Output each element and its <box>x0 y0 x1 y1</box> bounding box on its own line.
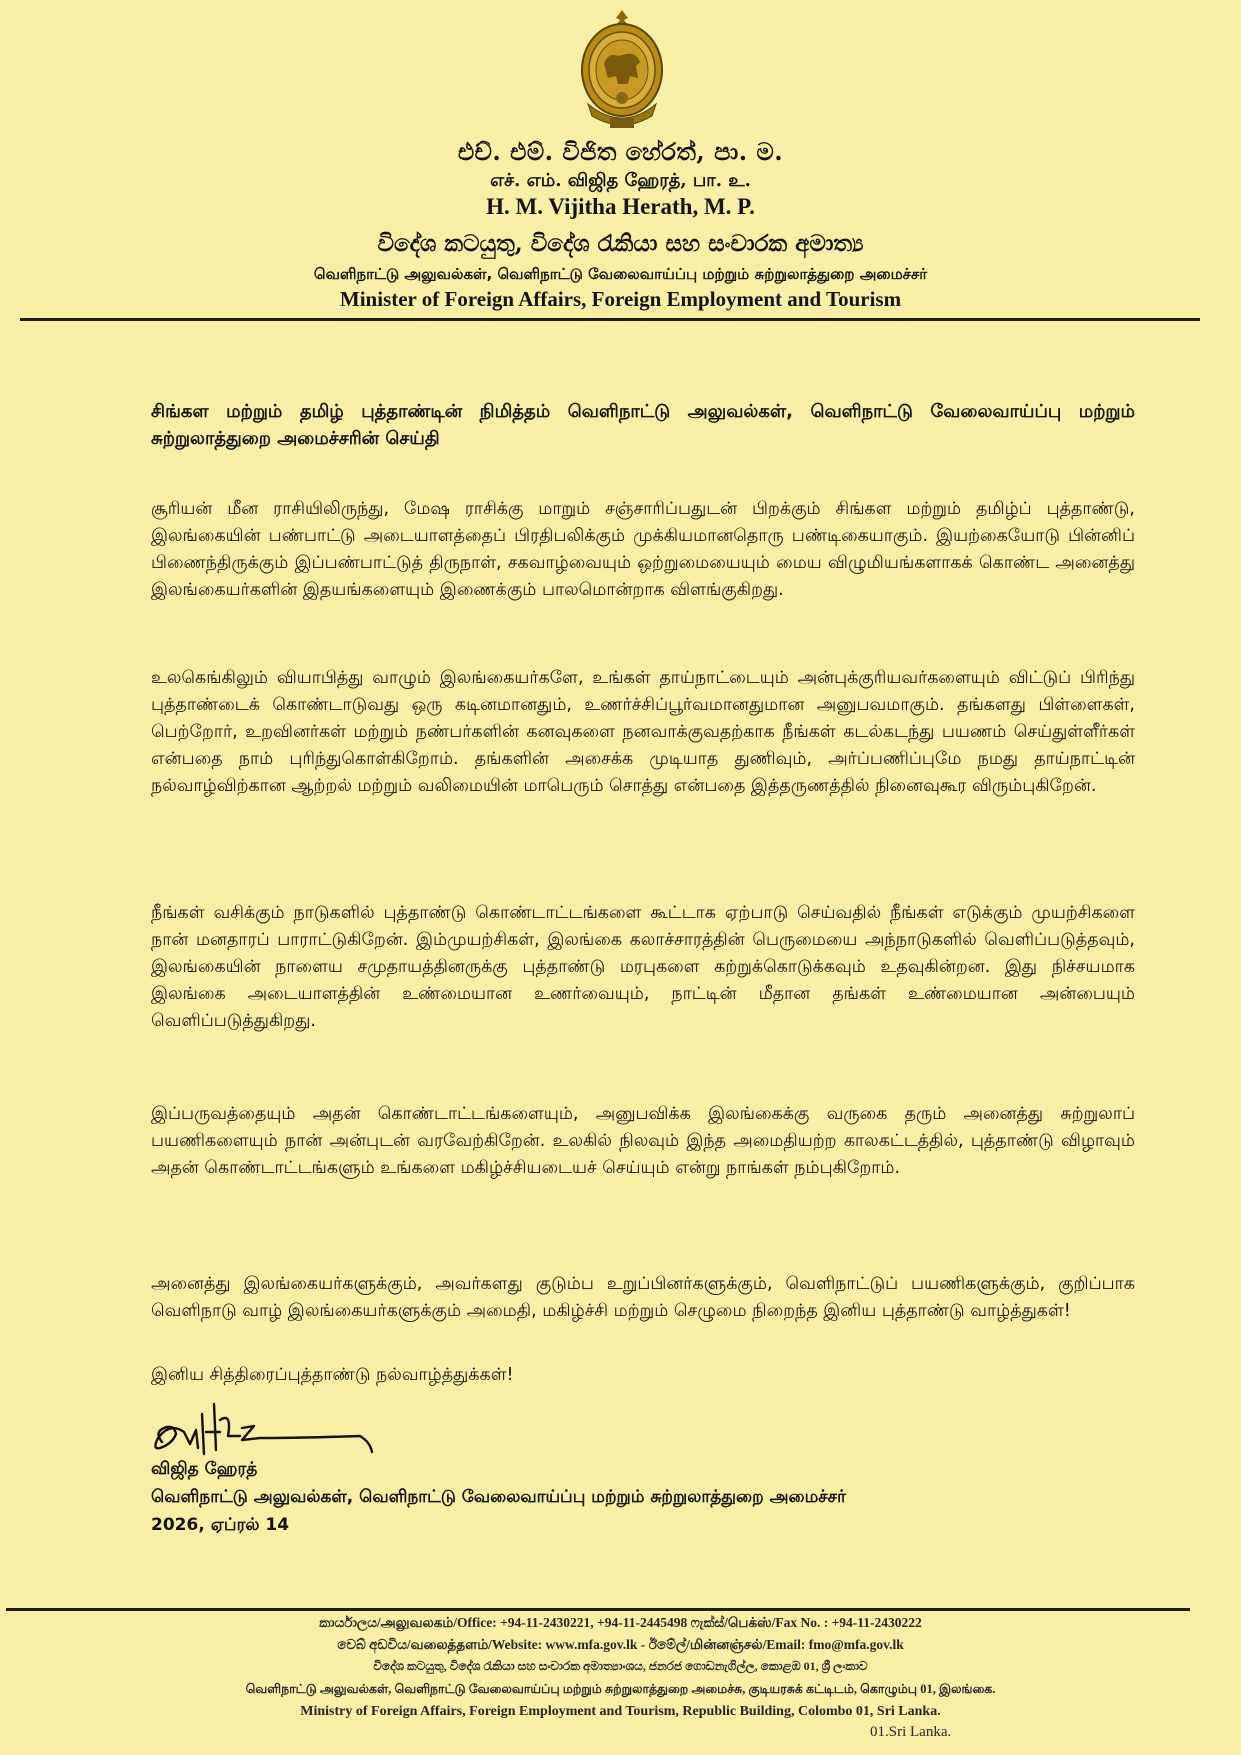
minister-title-sinhala: විදේශ කටයුතු, විදේශ රැකියා සහ සංචාරක අමාත්‍ය <box>377 230 864 257</box>
footer-divider <box>6 1608 1190 1611</box>
minister-name-english: H. M. Vijitha Herath, M. P. <box>486 194 755 219</box>
body-paragraph-5: அனைத்து இலங்கையர்களுக்கும், அவர்களது குடும்ப உறுப்பினர்களுக்கும், வெளிநாட்டுப் பயணிகளுக்கும், குறிப்பாக வெளிநாடு வாழ் இலங்கையர்களுக்கும் அமைதி, மகிழ்ச்சி மற்றும் செழுமை நிறைந்த இனிய புத்தாண்டு வாழ்த்துகள்! <box>151 1273 1135 1321</box>
footer-address-english: Ministry of Foreign Affairs, Foreign Employment and Tourism, Republic Building, Colombo 01, Sri Lanka. <box>300 1704 941 1719</box>
closing-greeting: இனிய சித்திரைப்புத்தாண்டு நல்வாழ்த்துக்கள்! <box>151 1364 514 1385</box>
body-paragraph-1: சூரியன் மீன ராசியிலிருந்து, மேஷ ராசிக்கு மாறும் சஞ்சாரிப்பதுடன் பிறக்கும் சிங்கள மற்றும் தமிழ்ப் புத்தாண்டு, இலங்கையின் பண்பாட்டு அடையாளத்தைப் பிரதிபலிக்கும் முக்கியமானதொரு பண்டிகையாகும். இயற்கையோடு பின்னிப் பிணைந்திருக்கும் இப்பண்பாட்டுத் திருநாள், சகவாழ்வையும் ஒற்றுமையையும் மைய விழுமியங்களாகக் கொண்ட அனைத்து இலங்கையர்களின் இதயங்களையும் இணைக்கும் பாலமொன்றாக விளங்குகிறது. <box>151 498 1135 600</box>
footer-contact-web: වෙබ් අඩවිය/வலைத்தளம்/Website: www.mfa.gov.lk - ඊමේල්/மின்னஞ்சல்/Email: fmo@mfa.gov.lk <box>337 1637 904 1652</box>
handwritten-signature <box>150 1392 380 1458</box>
minister-title-english: Minister of Foreign Affairs, Foreign Employment and Tourism <box>339 287 902 311</box>
minister-title-tamil: வெளிநாட்டு அலுவல்கள், வெளிநாட்டு வேலைவாய்ப்பு மற்றும் சுற்றுலாத்துறை அமைச்சர் <box>313 265 928 283</box>
minister-name-tamil: எச். எம். விஜித ஹேரத், பா. உ. <box>490 170 751 191</box>
body-paragraph-4: இப்பருவத்தையும் அதன் கொண்டாட்டங்களையும், அனுபவிக்க இலங்கைக்கு வருகை தரும் அனைத்து சுற்றுலாப் பயணிகளையும் நான் அன்புடன் வரவேற்கிறேன். உலகில் நிலவும் இந்த அமைதியற்ற காலகட்டத்தில், புத்தாண்டு விழாவும் அதன் கொண்டாட்டங்களும் உங்களை மகிழ்ச்சியடையச் செய்யும் என்று நாங்கள் நம்புகிறோம். <box>151 1103 1135 1178</box>
signatory-title: வெளிநாட்டு அலுவல்கள், வெளிநாட்டு வேலைவாய்ப்பு மற்றும் சுற்றுலாத்துறை அமைச்சர் <box>151 1487 846 1507</box>
minister-name-sinhala: එච්. එම්. විජිත හේරත්, පා. ම. <box>457 137 784 166</box>
footer-stamp-text: 01.Sri Lanka. <box>870 1724 952 1740</box>
body-paragraph-2: உலகெங்கிலும் வியாபித்து வாழும் இலங்கையர்களே, உங்கள் தாய்நாட்டையும் அன்புக்குரியவர்களையும் விட்டுப் பிரிந்து புத்தாண்டைக் கொண்டாடுவது ஒரு கடினமானதும், உணர்ச்சிப்பூர்வமானதுமான அனுபவமாகும். தங்களது பிள்ளைகள், பெற்றோர், உறவினர்கள் மற்றும் நண்பர்களின் கனவுகளை நனவாக்குவதற்காக நீங்கள் கடல்கடந்து பயணம் செய்துள்ளீர்கள் என்பதை நாம் புரிந்துகொள்கிறோம். தங்களின் அசைக்க முடியாத துணிவும், அர்ப்பணிப்புமே நமது தாய்நாட்டின் நல்வாழ்விற்கான ஆற்றல் மற்றும் வலிமையின் மாபெரும் சொத்து என்பதை இத்தருணத்தில் நினைவுகூர விரும்புகிறேன். <box>151 667 1135 796</box>
letterhead-divider <box>20 318 1200 321</box>
footer-address-sinhala: විදේශ කටයුතු, විදේශ රැකියා සහ සංචාරක අමාත්‍යාංශය, ජනරජ ගොඩනැගිල්ල, කොළඹ 01, ශ්‍රී ලංකාව <box>373 1659 868 1673</box>
body-paragraph-3: நீங்கள் வசிக்கும் நாடுகளில் புத்தாண்டு கொண்டாட்டங்களை கூட்டாக ஏற்பாடு செய்வதில் நீங்கள் எடுக்கும் முயற்சிகளை நான் மனதாரப் பாராட்டுகிறேன். இம்முயற்சிகள், இலங்கை கலாச்சாரத்தின் பெருமையை அந்நாடுகளில் வெளிப்படுத்தவும், இலங்கையின் நாளைய சமுதாயத்தினருக்கு புத்தாண்டு மரபுகளை கற்றுக்கொடுக்கவும் உதவுகின்றன. இது நிச்சயமாக இலங்கை அடையாளத்தின் உண்மையான உணர்வையும், நாட்டின் மீதான தங்கள் உண்மையான அன்பையும் வெளிப்படுத்துகிறது. <box>151 902 1135 1031</box>
footer-contact-phone: කාර්යාලය/அலுவலகம்/Office: +94-11-2430221, +94-11-2445498 ෆැක්ස්/பெக்ஸ்/Fax No. : +94-11-2430222 <box>319 1615 922 1630</box>
footer-address-tamil: வெளிநாட்டு அலுவல்கள், வெளிநாட்டு வேலைவாய்ப்பு மற்றும் சுற்றுலாத்துறை அமைச்சு, குடியரசுக் கட்டிடம், கொழும்பு 01, இலங்கை. <box>245 1682 996 1696</box>
signatory-name: விஜித ஹேரத் <box>151 1459 258 1479</box>
letter-date: 2026, ஏப்ரல் 14 <box>151 1515 290 1535</box>
message-heading: சிங்கள மற்றும் தமிழ் புத்தாண்டின் நிமித்தம் வெளிநாட்டு அலுவல்கள், வெளிநாட்டு வேலைவாய்ப்பு மற்றும் சுற்றுலாத்துறை அமைச்சரின் செய்தி <box>151 401 1135 449</box>
sri-lanka-emblem-icon <box>574 8 670 134</box>
